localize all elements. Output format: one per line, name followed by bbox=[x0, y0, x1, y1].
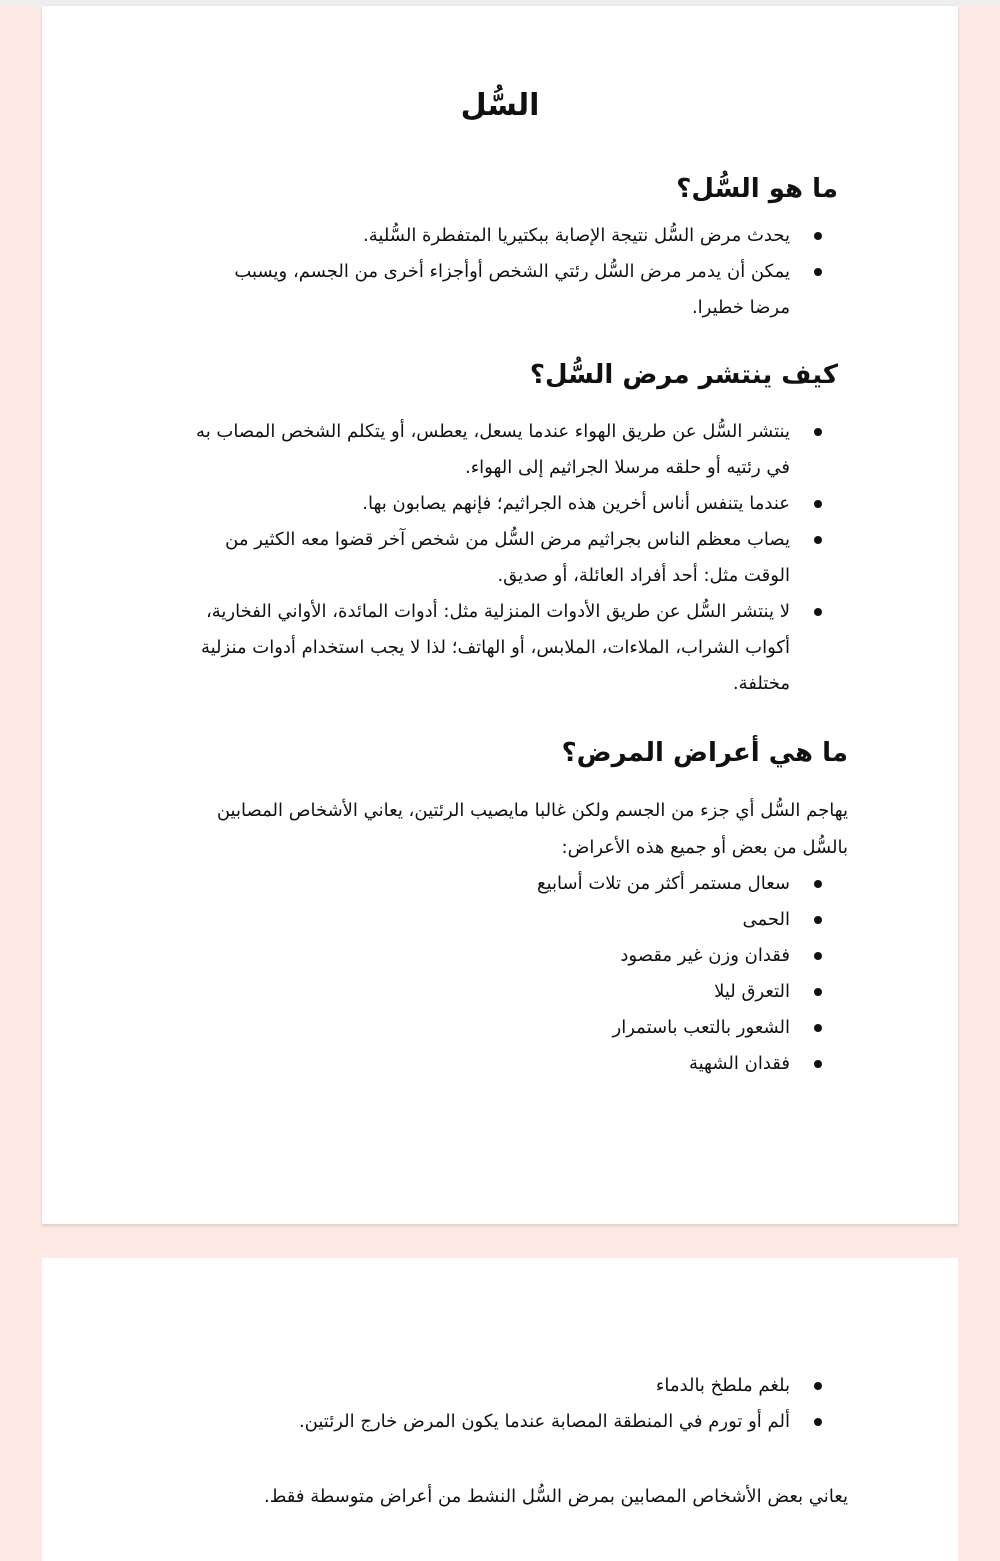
list-item: فقدان الشهية bbox=[216, 1046, 836, 1082]
list-what-is bbox=[216, 218, 836, 326]
section-heading-symptoms: ما هي أعراض المرض؟ bbox=[561, 738, 848, 768]
document-page-1 bbox=[42, 6, 958, 1224]
list-item: الشعور بالتعب باستمرار bbox=[216, 1010, 836, 1046]
list-item: التعرق ليلا bbox=[216, 974, 836, 1010]
list-item: فقدان وزن غير مقصود bbox=[216, 938, 836, 974]
symptoms-intro: يهاجم السُّل أي جزء من الجسم ولكن غالبا مايصيب الرئتين، يعاني الأشخاص المصابين بالسُّل من بعض أو جميع هذه الأعراض: bbox=[216, 800, 848, 858]
section-heading-spread: كيف ينتشر مرض السُّل؟ bbox=[529, 360, 838, 390]
list-item: يمكن أن يدمر مرض السُّل رئتي الشخص أوأجزاء أخرى من الجسم، ويسبب مرضا خطيرا. bbox=[216, 254, 836, 326]
list-symptoms bbox=[216, 866, 836, 1082]
list-item: عندما يتنفس أناس أخرين هذه الجراثيم؛ فإنهم يصابون بها. bbox=[186, 486, 836, 522]
list-item: بلغم ملطخ بالدماء bbox=[196, 1368, 836, 1404]
document-title: السُّل bbox=[460, 88, 540, 123]
document-page-2 bbox=[42, 1258, 958, 1561]
list-symptoms-continued bbox=[196, 1368, 836, 1440]
list-item: الحمى bbox=[216, 902, 836, 938]
section-heading-what-is: ما هو السُّل؟ bbox=[676, 174, 838, 204]
list-spread bbox=[186, 414, 836, 702]
list-item: يصاب معظم الناس بجراثيم مرض السُّل من شخص آخر قضوا معه الكثير من الوقت مثل: أحد أفراد العائلة، أو صديق. bbox=[186, 522, 836, 594]
closing-paragraph: يعاني بعض الأشخاص المصابين بمرض السُّل النشط من أعراض متوسطة فقط. bbox=[263, 1486, 848, 1507]
list-item: ألم أو تورم في المنطقة المصابة عندما يكون المرض خارج الرئتين. bbox=[196, 1404, 836, 1440]
list-item: سعال مستمر أكثر من تلات أسابيع bbox=[216, 866, 836, 902]
list-item: يحدث مرض السُّل نتيجة الإصابة ببكتيريا المتفطرة السُّلية. bbox=[216, 218, 836, 254]
list-item: ينتشر السُّل عن طريق الهواء عندما يسعل، يعطس، أو يتكلم الشخص المصاب به في رئتيه أو حلقه مرسلا الجراثيم إلى الهواء. bbox=[186, 414, 836, 486]
list-item: لا ينتشر السُّل عن طريق الأدوات المنزلية مثل: أدوات المائدة، الأواني الفخارية، أكواب الشراب، الملاءات، الملابس، أو الهاتف؛ لذا لا يجب استخدام أدوات منزلية مختلفة. bbox=[186, 594, 836, 702]
